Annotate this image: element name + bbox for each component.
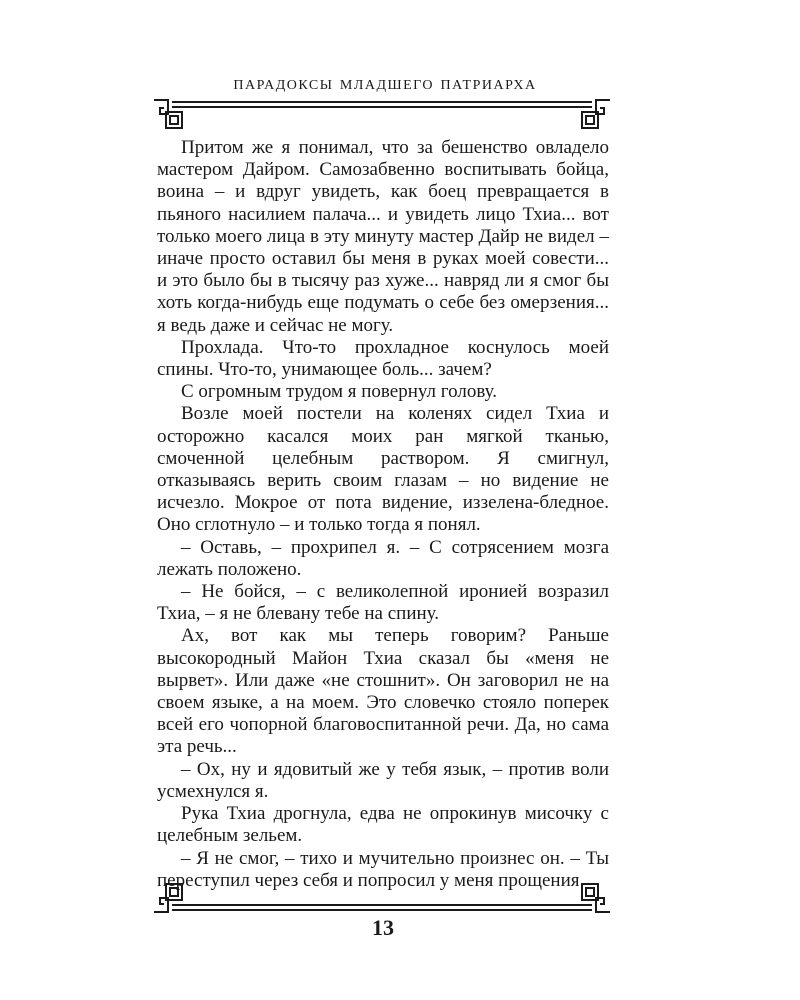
paragraph: – Не бойся, – с великолепной иронией возразил Тхиа, – я не блевану тебе на спину.	[157, 581, 609, 625]
paragraph: Притом же я понимал, что за бешенство овладело мастером Дайром. Самозабвенно воспитывать бойца, воина – и вдруг увидеть, как боец превращается в пьяного насилием палача... и увидеть лицо Тхиа... вот только моего лица в эту минуту мастер Дайр не видел – иначе просто оставил бы меня в руках моей совести... и это было бы в тысячу раз хуже... навряд ли я смог бы хоть когда-нибудь еще подумать о себе без омерзения... я ведь даже и сейчас не могу.	[157, 137, 609, 336]
top-ornament-border	[152, 98, 612, 132]
paragraph: Прохлада. Что-то прохладное коснулось моей спины. Что-то, унимающее боль... зачем?	[157, 336, 609, 381]
running-head: парадоксы младшего патриарха	[233, 72, 537, 94]
paragraph: Ах, вот как мы теперь говорим? Раньше высокородный Майон Тхиа сказал бы «меня не вырвет». Или даже «не стошнит». Он заговорил не на своем языке, а на моем. Это словечко стояло поперек всей его чопорной благовоспитанной речи. Да, но сама эта речь...	[157, 625, 609, 758]
body-text	[157, 137, 609, 892]
paragraph: – Я не смог, – тихо и мучительно произнес он. – Ты переступил через себя и попросил у меня прощения	[157, 847, 609, 891]
paragraph: Возле моей постели на коленях сидел Тхиа и осторожно касался моих ран мягкой тканью, смоченной целебным раствором. Я смигнул, отказываясь верить своим глазам – но видение не исчезло. Мокрое от пота видение, иззелена-бледное. Оно сглотнуло – и только тогда я понял.	[157, 403, 609, 536]
paragraph: – Оставь, – прохрипел я. – С сотрясением мозга лежать положено.	[157, 536, 609, 580]
paragraph: – Ох, ну и ядовитый же у тебя язык, – против воли усмехнулся я.	[157, 758, 609, 802]
bottom-ornament-border	[152, 880, 612, 914]
paragraph: С огромным трудом я повернул голову.	[181, 381, 497, 403]
page-number: 13	[372, 915, 394, 940]
paragraph: Рука Тхиа дрогнула, едва не опрокинув мисочку с целебным зельем.	[157, 803, 609, 847]
